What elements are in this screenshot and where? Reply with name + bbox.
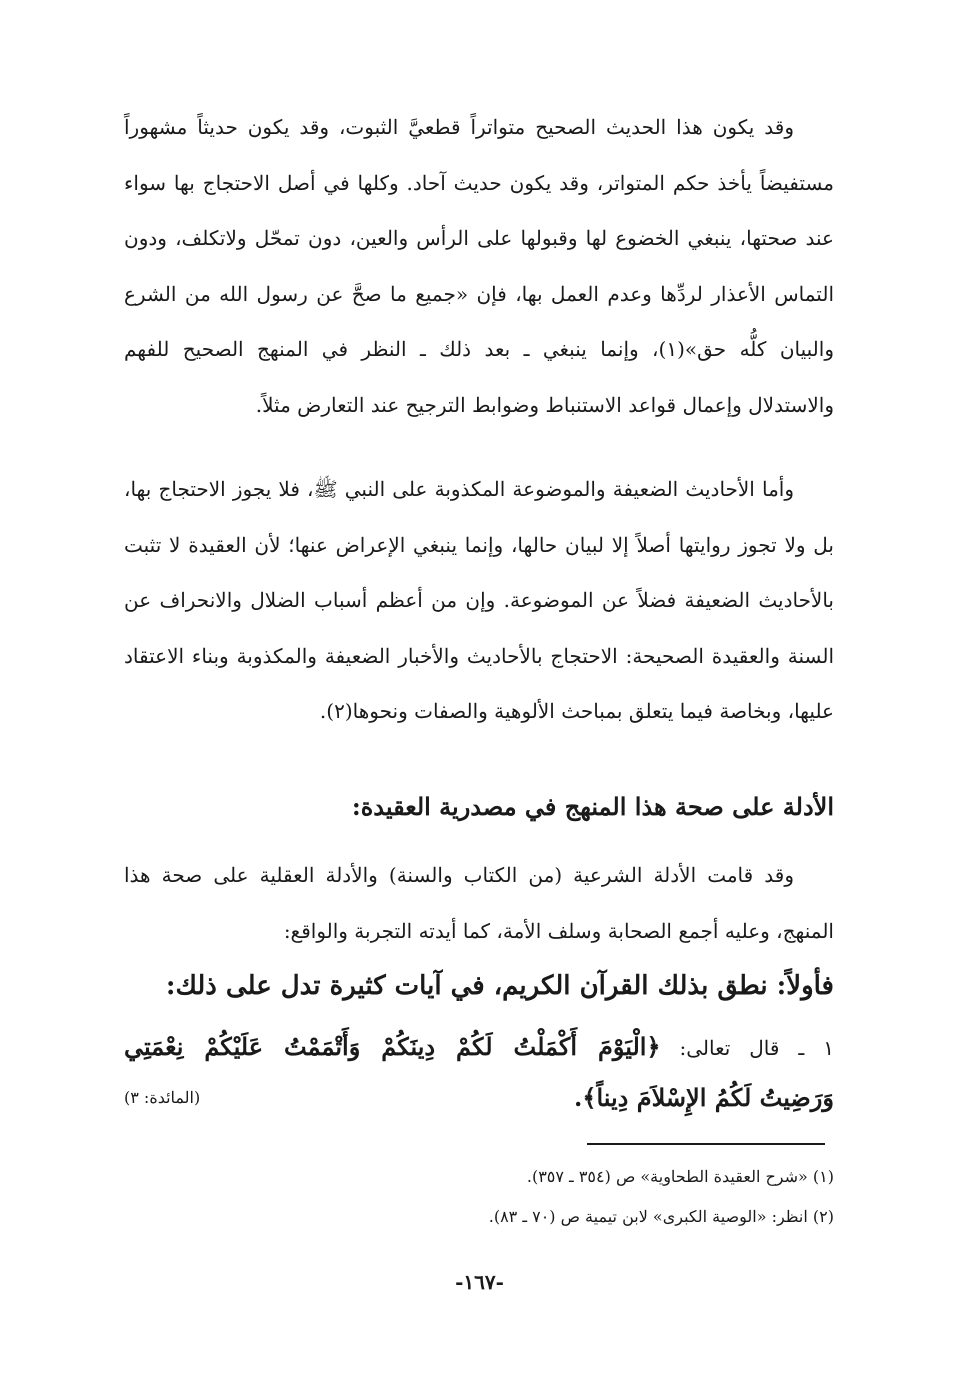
paragraph-text: وقد قامت الأدلة الشرعية (من الكتاب والسنة) والأدلة العقلية على صحة هذا المنهج، وعليه أجمع الصحابة وسلف الأمة، كما أيدته التجربة والواقع: xyxy=(124,863,834,943)
verse-intro: ١ ـ قال تعالى: xyxy=(660,1036,834,1060)
footnote-2: (٢) انظر: «الوصية الكبرى» لابن تيمية ص (٧٠ ـ ٨٣). xyxy=(488,1207,834,1226)
verse-text-line-1: ﴿الْيَوْمَ أَكْمَلْتُ لَكُمْ دِينَكُمْ وَأَتْمَمْتُ عَلَيْكُمْ نِعْمَتِي xyxy=(124,1032,661,1061)
paragraph-text: وأما الأحاديث الضعيفة والموضوعة المكذوبة على النبي ﷺ، فلا يجوز الاحتجاج بها، بل ولا تجوز روايتها أصلاً إلا لبيان حالها، وإنما ينبغي الإعراض عنها؛ لأن العقيدة لا تثبت بالأحاديث الضعيفة فضلاً عن الموضوعة. وإن من أعظم أسباب الضلال والانحراف عن السنة والعقيدة الصحيحة: الاحتجاج بالأحاديث والأخبار الضعيفة والمكذوبة وبناء الاعتقاد عليها، وبخاصة فيما يتعلق بمباحث الألوهية والصفات ونحوها(٢). xyxy=(124,477,834,723)
verse-reference: (المائدة: ٣) xyxy=(124,1088,201,1107)
paragraph-weak-hadith xyxy=(124,462,834,740)
paragraph-evidence-intro xyxy=(124,848,834,959)
section-heading-quran: فأولاً: نطق بذلك القرآن الكريم، في آيات كثيرة تدل على ذلك: xyxy=(165,971,834,1001)
verse-text-line-2: وَرَضِيتُ لَكُمُ الإِسْلاَمَ دِيناً﴾. xyxy=(574,1083,834,1112)
quran-verse-block xyxy=(124,1022,834,1123)
paragraph-text: وقد يكون هذا الحديث الصحيح متواتراً قطعيَّ الثبوت، وقد يكون حديثاً مشهوراً مستفيضاً يأخذ حكم المتواتر، وقد يكون حديث آحاد. وكلها في أصل الاحتجاج بها سواء عند صحتها، ينبغي الخضوع لها وقبولها على الرأس والعين، دون تمحّل ولاتكلف، ودون التماس الأعذار لردِّها وعدم العمل بها، فإن «جميع ما صحَّ عن رسول الله من الشرع والبيان كلُّه حق»(١)، وإنما ينبغي ـ بعد ذلك ـ النظر في المنهج الصحيح للفهم والاستدلال وإعمال قواعد الاستنباط وضوابط الترجيح عند التعارض مثلاً. xyxy=(124,115,834,417)
footnote-1: (١) «شرح العقيدة الطحاوية» ص (٣٥٤ ـ ٣٥٧). xyxy=(526,1167,834,1186)
verse-line-2 xyxy=(124,1073,834,1123)
footnote-divider xyxy=(587,1143,825,1145)
footnotes xyxy=(124,1157,834,1237)
paragraph-authentic-hadith xyxy=(124,100,834,433)
verse-line-1 xyxy=(124,1022,834,1073)
section-heading-evidence: الأدلة على صحة هذا المنهج في مصدرية العقيدة: xyxy=(351,792,834,821)
page-number: -١٦٧- xyxy=(455,1270,504,1294)
